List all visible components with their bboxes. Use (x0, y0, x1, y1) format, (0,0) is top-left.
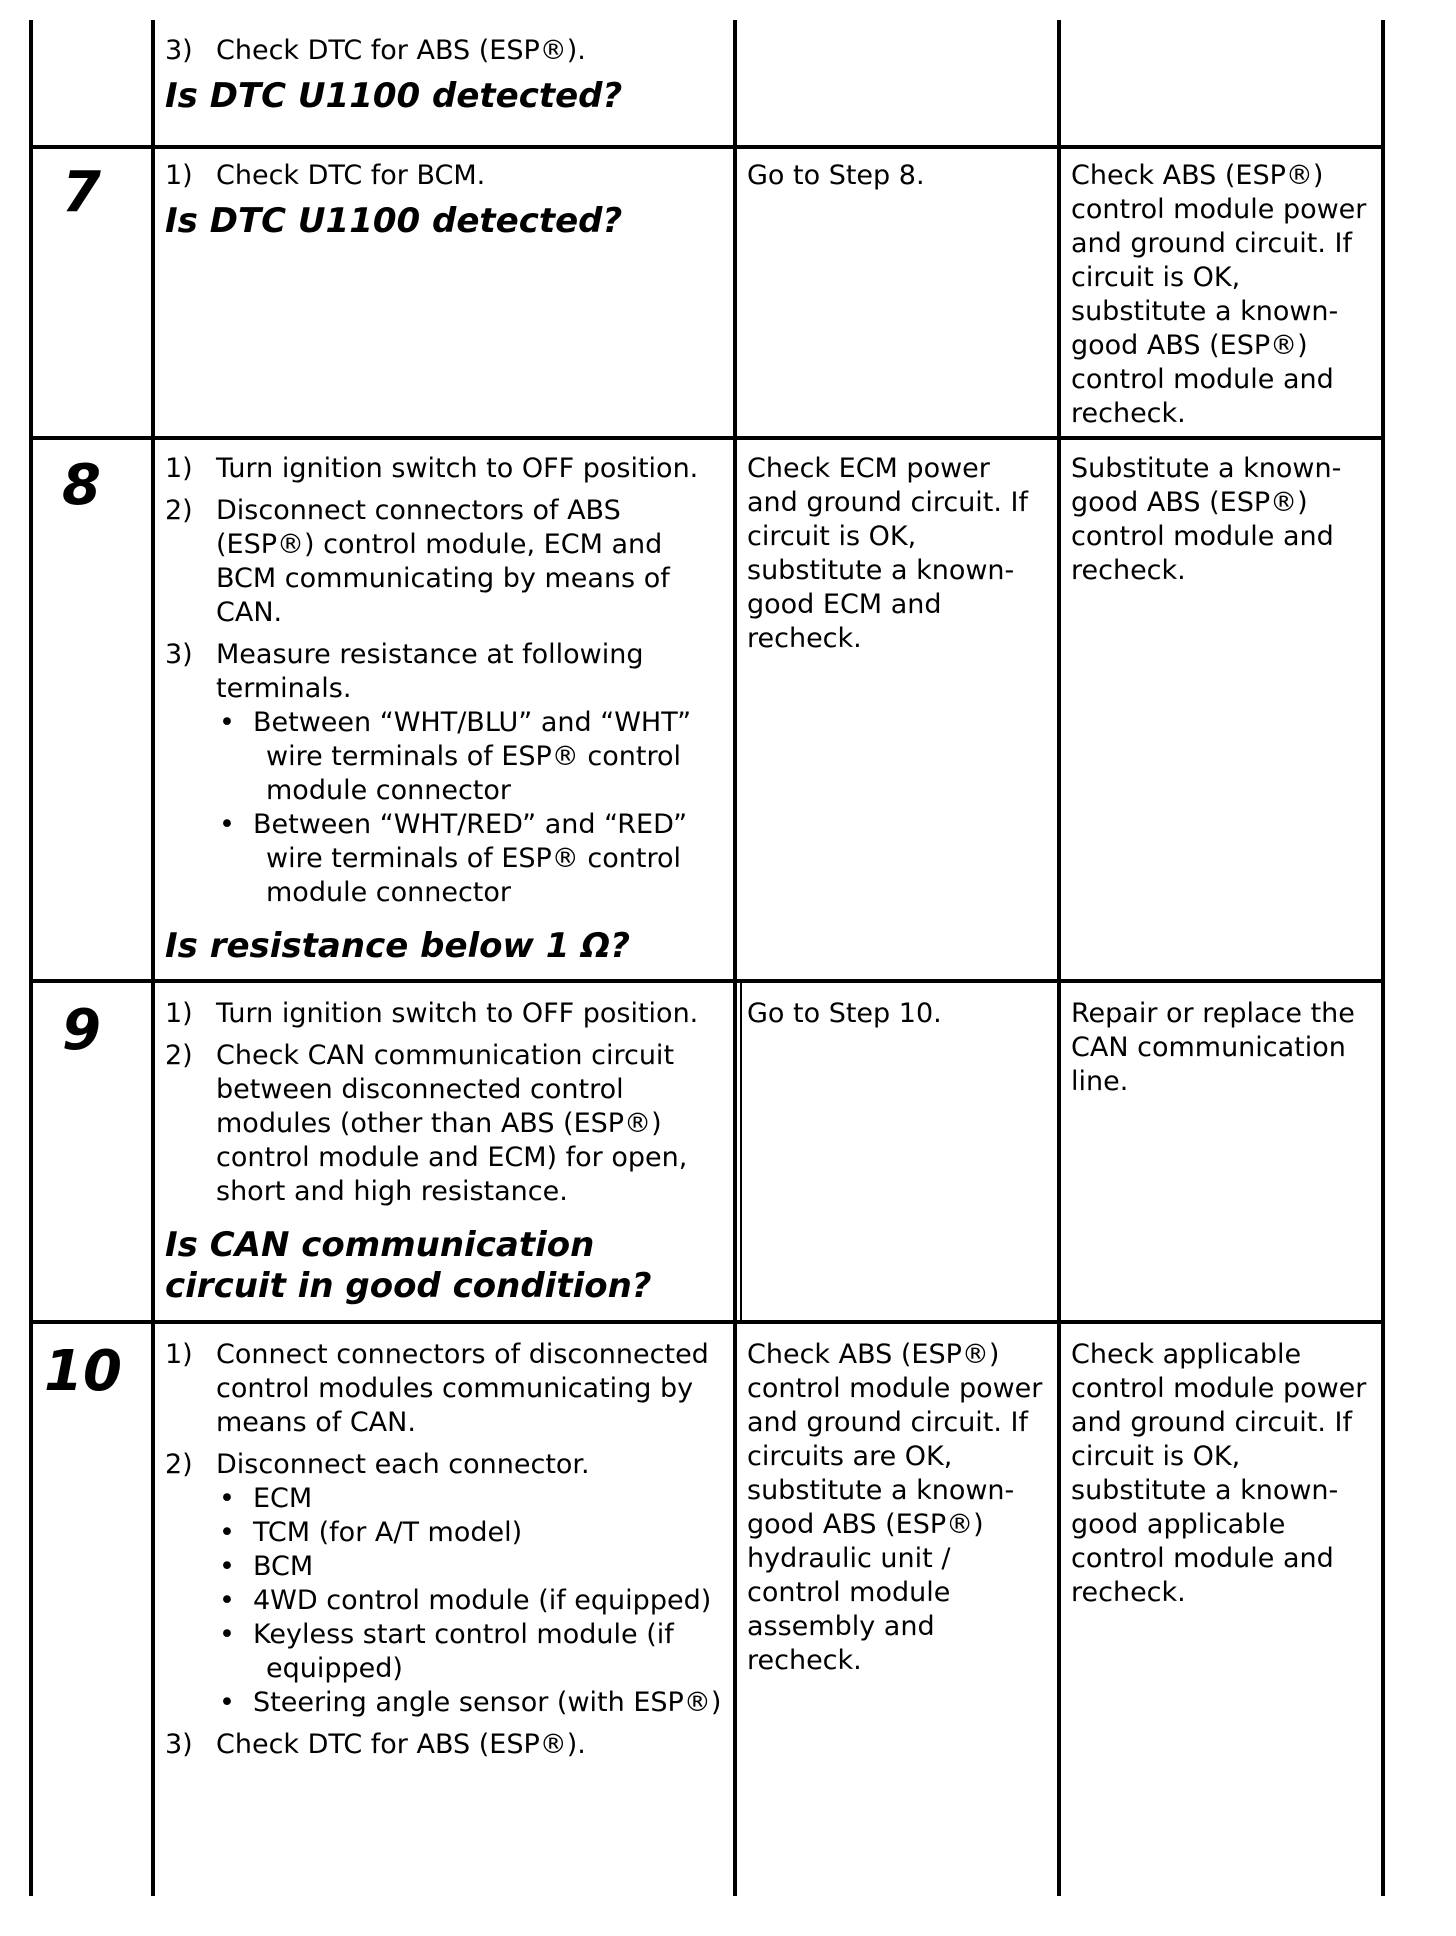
row-divider-3 (29, 979, 1385, 983)
step-8-instructions (165, 452, 725, 967)
bullet-item: • Between “WHT/BLU” and “WHT” wire terminals of ESP® control module connector (216, 706, 725, 808)
table-divider-step (151, 20, 155, 1896)
question-text: Is resistance below 1 Ω? (165, 926, 630, 966)
instruction-item: 1) Check DTC for BCM. (165, 160, 486, 191)
step-number: 10 (44, 1339, 122, 1404)
bullet-icon: • (219, 1619, 235, 1650)
row-divider-1 (29, 145, 1385, 149)
bullet-item: • 4WD control module (if equipped) (216, 1584, 725, 1618)
bullet-list (216, 1482, 725, 1720)
instruction-item: 2) Disconnect each connector. • ECM • TCM (for A/T model) • BCM • 4WD control module (if equipped) • Keyless start control module (if equipped) • Steering angle sensor (with ESP®) (165, 1448, 725, 1720)
step-7-no-result: Check ABS (ESP®) control module power and ground circuit. If circuit is OK, substitute a known-good ABS (ESP®) control module and recheck. (1071, 160, 1367, 429)
instruction-item: 3) Check DTC for ABS (ESP®). (165, 1729, 586, 1760)
instruction-list (165, 997, 725, 1209)
row-continued-instructions (165, 34, 725, 117)
instruction-list (165, 1338, 725, 1762)
question-text: Is CAN communication circuit in good condition? (165, 1225, 652, 1306)
step-9-no-result: Repair or replace the CAN communication line. (1071, 998, 1355, 1097)
instruction-item: 1) Turn ignition switch to OFF position. (165, 453, 699, 484)
bullet-icon: • (219, 707, 235, 738)
instruction-item: 1) Turn ignition switch to OFF position. (165, 998, 699, 1029)
table-divider-yes (1057, 20, 1061, 1896)
step-7-instructions (165, 159, 725, 242)
table-border-right (1381, 20, 1385, 1896)
step-8-no-result: Substitute a known-good ABS (ESP®) control module and recheck. (1071, 453, 1342, 586)
bullet-list (216, 706, 725, 910)
question-text: Is DTC U1100 detected? (165, 201, 623, 241)
step-9-yes-result: Go to Step 10. (747, 998, 942, 1029)
step-10-instructions (165, 1338, 725, 1770)
step-10-yes-result: Check ABS (ESP®) control module power and ground circuit. If circuits are OK, substitute a known-good ABS (ESP®) hydraulic unit / control module assembly and recheck. (747, 1339, 1043, 1676)
bullet-item: • Between “WHT/RED” and “RED” wire terminals of ESP® control module connector (216, 808, 725, 910)
bullet-icon: • (219, 1585, 235, 1616)
bullet-item: • Keyless start control module (if equipped) (216, 1618, 725, 1686)
instruction-item: 2) Check CAN communication circuit between disconnected control modules (other than ABS (ESP®) control module and ECM) for open, short and high resistance. (165, 1040, 688, 1207)
bullet-item: • ECM (216, 1482, 725, 1516)
bullet-item: • TCM (for A/T model) (216, 1516, 725, 1550)
bullet-item: • BCM (216, 1550, 725, 1584)
question-text: Is DTC U1100 detected? (165, 76, 623, 116)
step-number: 9 (62, 998, 101, 1063)
row-divider-4 (29, 1320, 1385, 1324)
step-number: 7 (62, 160, 101, 225)
bullet-icon: • (219, 1483, 235, 1514)
step-number: 8 (62, 453, 101, 518)
step-9-instructions (165, 997, 725, 1307)
instruction-item: 1) Connect connectors of disconnected control modules communicating by means of CAN. (165, 1339, 709, 1438)
table-border-left (29, 20, 33, 1896)
instruction-list (165, 159, 725, 193)
bullet-icon: • (219, 1687, 235, 1718)
instruction-list (165, 34, 725, 68)
step-7-yes-result: Go to Step 8. (747, 160, 925, 191)
bullet-icon: • (219, 1551, 235, 1582)
instruction-item: 2) Disconnect connectors of ABS (ESP®) control module, ECM and BCM communicating by means of CAN. (165, 495, 670, 628)
bullet-item: • Steering angle sensor (with ESP®) (216, 1686, 725, 1720)
table-divider-instructions-double (740, 982, 742, 1324)
bullet-icon: • (219, 809, 235, 840)
row-divider-2 (29, 436, 1385, 440)
table-divider-instructions (733, 20, 737, 1896)
step-10-no-result: Check applicable control module power and ground circuit. If circuit is OK, substitute a known-good applicable control module and recheck. (1071, 1339, 1367, 1608)
instruction-list (165, 452, 725, 910)
step-8-yes-result: Check ECM power and ground circuit. If circuit is OK, substitute a known-good ECM and recheck. (747, 453, 1029, 654)
instruction-item: 3) Measure resistance at following terminals. • Between “WHT/BLU” and “WHT” wire terminals of ESP® control module connector • Between “WHT/RED” and “RED” wire terminals of ESP® control module connector (165, 638, 725, 910)
bullet-icon: • (219, 1517, 235, 1548)
instruction-item: 3) Check DTC for ABS (ESP®). (165, 35, 586, 66)
